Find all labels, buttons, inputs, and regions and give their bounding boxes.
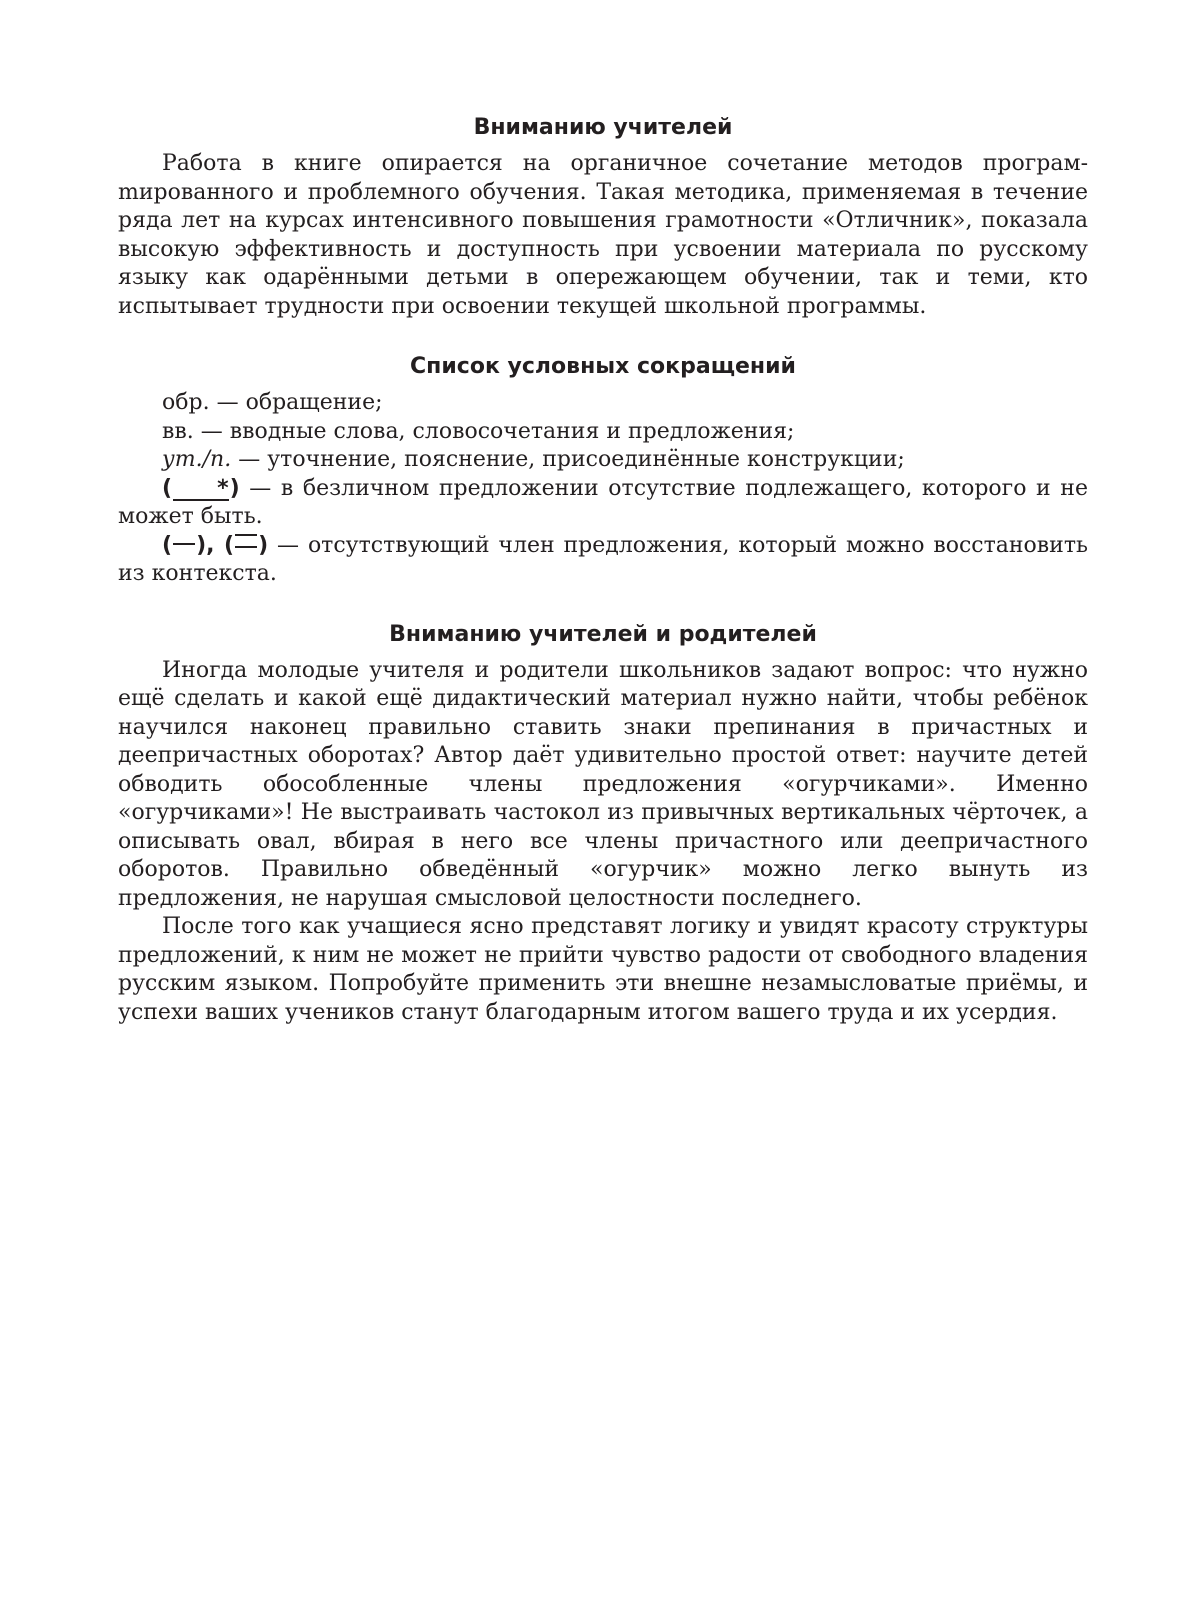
section-teachers-parents-note (118, 619, 1088, 1028)
abbreviation-key: вв. (162, 418, 194, 444)
body-paragraph: После того как учащиеся ясно представят логику и увидят красоту структуры предложений, к ним не может не прийти чувство радости от свободного владения русским языком. Попробуйте применить эти внешне незамысловатые приёмы, и успехи ваших учеников станут благодарным итогом вашего труда и их усердия. (118, 914, 1088, 1025)
section-teachers-note (118, 112, 1088, 321)
section-heading: Список условных сокращений (410, 354, 796, 379)
abbreviation-item (118, 532, 1088, 589)
document-page (118, 112, 1088, 1057)
paren-close: ), (196, 532, 215, 558)
abbreviation-item (118, 446, 1088, 475)
abbreviation-text: в безличном предложении отсутствие подлежащего, которого и не может быть. (118, 475, 1088, 529)
paren-open: ( (162, 532, 173, 558)
body-paragraph: Иногда молодые учителя и родители школьников задают вопрос: что нужно ещё сделать и какой ещё дидактический материал нужно найти, чтобы ребёнок научился наконец правильно ставить знаки препинания в причастных и деепричастных оборотах? Автор даёт удивительно простой ответ: научите детей обводить обособленные члены предложения «огурчиками». Именно «огурчиками»! Не выстраивать частокол из привычных вертикальных чёрточек, а описывать овал, вбирая в него все члены причастного или деепричастного оборотов. Правильно обведённый «огурчик» можно легко вынуть из предложения, не нарушая смысловой целостности последнего. (118, 657, 1088, 911)
abbreviation-item (118, 475, 1088, 532)
abbreviation-key (162, 476, 240, 501)
section-heading: Вниманию учителей и родителей (389, 621, 817, 647)
abbreviation-separator: — (268, 532, 308, 558)
paren-close: ) (229, 475, 240, 501)
paren-open: ( (214, 532, 235, 558)
abbreviation-separator: — (239, 475, 281, 501)
abbreviation-text: уточнение, пояснение, присоединённые конструкции; (267, 447, 905, 472)
abbreviation-text: обращение; (245, 390, 383, 415)
single-line-symbol (173, 543, 195, 545)
abbreviation-separator: — (193, 418, 230, 444)
paren-close: ) (258, 532, 269, 558)
abbreviation-text: вводные слова, словосочетания и предложения; (229, 418, 795, 444)
paren-open: ( (162, 475, 173, 501)
body-paragraph: Работа в книге опирается на органичное сочетание методов програмmированного и проблемного обучения. Такая методика, применяемая в течение ряда лет на курсах интенсивного повышения грамотности «Отличник», показала высокую эффективность и доступность при усвоении материала по русскому языку как одарёнными детьми в опережающем обучении, так и теми, кто испытывает трудности при освоении текущей школьной программы. (118, 151, 1088, 319)
abbreviation-key: обр. (162, 390, 210, 415)
double-line-symbol (235, 534, 257, 548)
underlined-asterisk-symbol: * (172, 475, 230, 504)
abbreviation-text: отсутствующий член предложения, который можно восстановить из контекста. (118, 532, 1088, 586)
abbreviation-item (118, 418, 1088, 447)
abbreviation-key: ут./п. (162, 447, 232, 472)
abbreviation-key (162, 533, 268, 558)
section-abbreviations (118, 351, 1088, 589)
section-heading: Вниманию учителей (473, 115, 733, 140)
abbreviation-separator: — (231, 447, 268, 472)
abbreviation-item (118, 389, 1088, 418)
abbreviation-separator: — (209, 390, 246, 415)
